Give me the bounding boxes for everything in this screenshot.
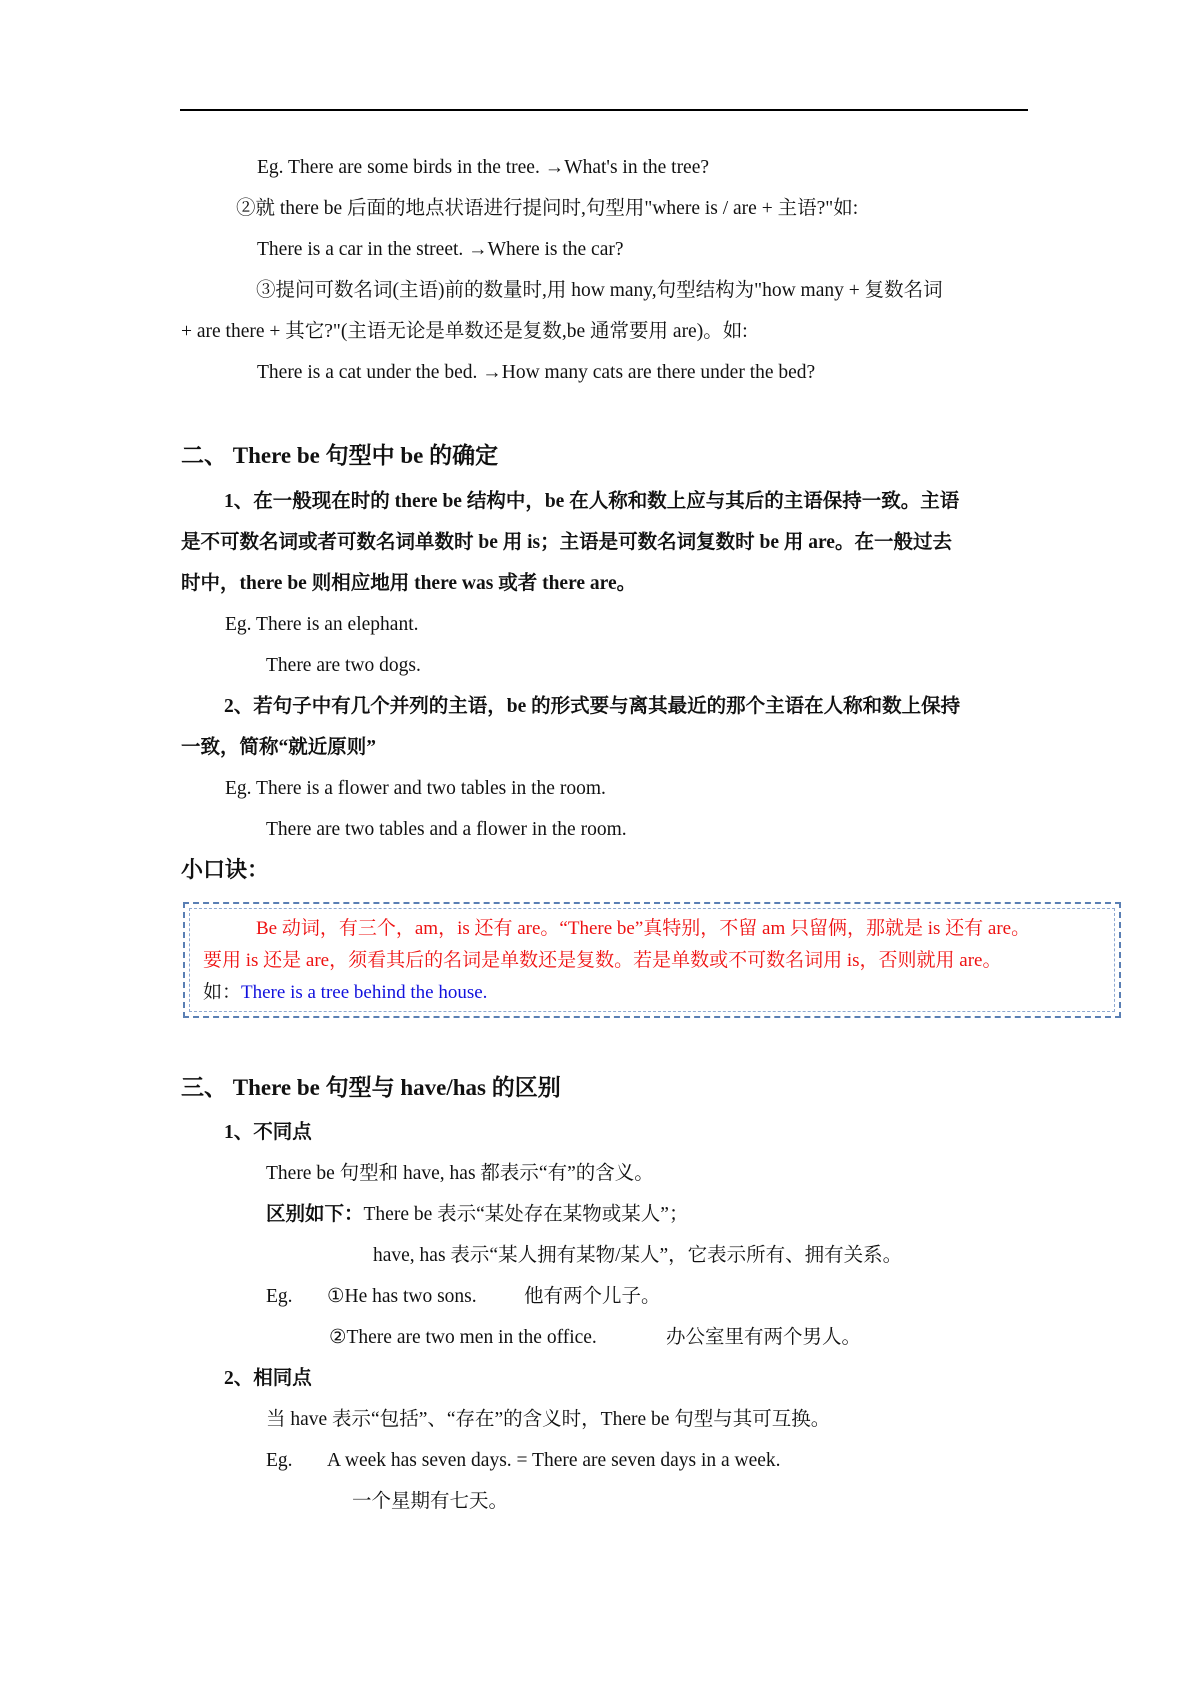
rule-item-3-cont: + are there + 其它?"(主语无论是单数还是复数,be 通常要用 are)。如: [181,321,748,342]
header-rule [180,109,1028,111]
example-english: A week has seven days. = There are seven days in a week. [327,1450,781,1471]
example-chinese: 他有两个儿子。 [524,1286,661,1307]
rule-item-2: ②就 there be 后面的地点状语进行提问时,句型用"where is / are + 主语?"如: [236,198,859,219]
rule-item-3: ③提问可数名词(主语)前的数量时,用 how many,句型结构为"how many + 复数名词 [256,280,943,301]
rule-paragraph-2: 2、若句子中有几个并列的主语，be 的形式要与离其最近的那个主语在人称和数上保持 [224,696,961,717]
rule-paragraph-1-cont: 是不可数名词或者可数名词单数时 be 用 is；主语是可数名词复数时 be 用 are。在一般过去 [181,532,952,553]
mnemonic-example-prefix: 如： [203,982,242,1003]
mnemonic-example [203,980,487,1006]
example-line: Eg. There are some birds in the tree. →What's in the tree? [257,157,710,178]
example-chinese: 一个星期有七天。 [352,1491,509,1512]
paragraph [266,1202,688,1228]
example-line: Eg. There is a flower and two tables in the room. [225,778,606,799]
example-line: There is a cat under the bed. →How many cats are there under the bed? [257,362,816,383]
paragraph: have, has 表示“某人拥有某物/某人”，它表示所有、拥有关系。 [373,1245,903,1266]
example-label: Eg. [266,1286,293,1307]
example-line: There are two tables and a flower in the room. [266,819,627,840]
example-english: ②There are two men in the office. [329,1327,597,1348]
example-label: Eg. [266,1450,293,1471]
mnemonic-line: Be 动词，有三个，am，is 还有 are。“There be”真特别，不留 am 只留俩，那就是 is 还有 are。 [256,918,1031,939]
paragraph-text: There be 表示“某处存在某物或某人”； [363,1204,689,1225]
rule-paragraph-2-cont: 一致，简称“就近原则” [181,737,377,758]
example-line: There is a car in the street. →Where is the car? [257,239,624,260]
subheading-differences: 1、不同点 [224,1122,312,1143]
section-heading-3: 三、 There be 句型与 have/has 的区别 [181,1075,561,1100]
paragraph: There be 句型和 have, has 都表示“有”的含义。 [266,1163,654,1184]
rule-paragraph-1-cont: 时中，there be 则相应地用 there was 或者 there are。 [181,573,637,594]
section-heading-2: 二、 There be 句型中 be 的确定 [181,443,499,468]
mnemonic-line: 要用 is 还是 are，须看其后的名词是单数还是复数。若是单数或不可数名词用 is，否则就用 are。 [203,950,1002,971]
mnemonic-title: 小口诀： [181,857,270,882]
mnemonic-example-text: There is a tree behind the house. [241,982,488,1003]
example-line: There are two dogs. [266,655,421,676]
rule-paragraph-1: 1、在一般现在时的 there be 结构中，be 在人称和数上应与其后的主语保持一致。主语 [224,491,960,512]
paragraph-bold-lead: 区别如下： [266,1204,364,1225]
example-chinese: 办公室里有两个男人。 [666,1327,862,1348]
subheading-similarities: 2、相同点 [224,1368,312,1389]
example-english: ①He has two sons. [327,1286,477,1307]
paragraph: 当 have 表示“包括”、“存在”的含义时，There be 句型与其可互换。 [266,1409,831,1430]
example-line: Eg. There is an elephant. [225,614,419,635]
